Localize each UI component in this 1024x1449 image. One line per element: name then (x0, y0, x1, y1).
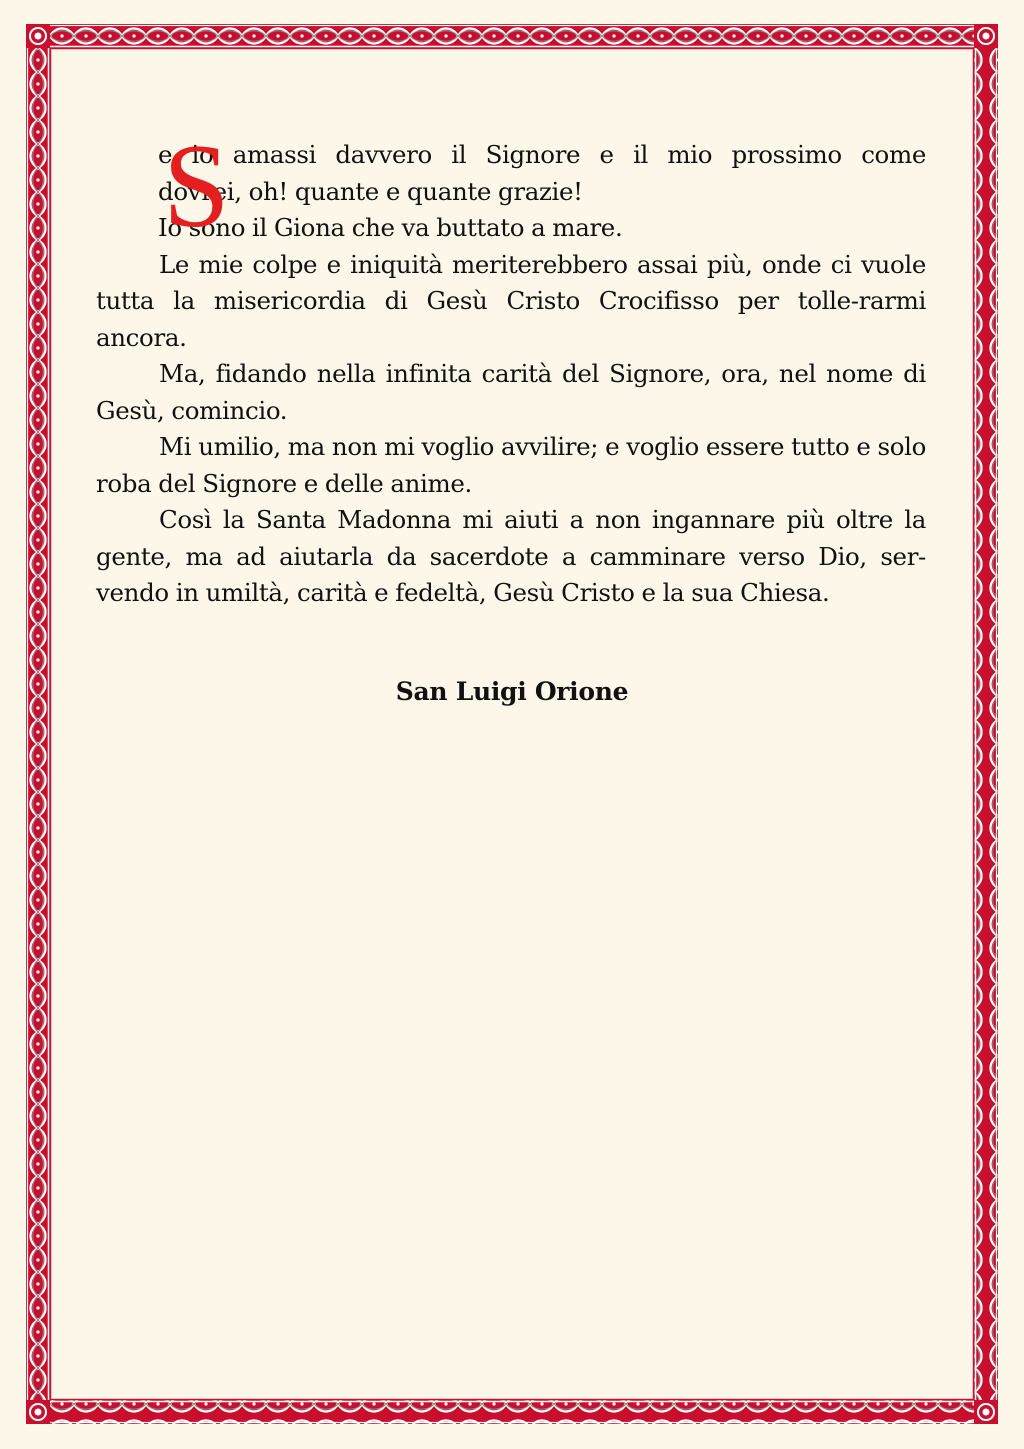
paragraph-1 (96, 119, 926, 252)
author-signature: San Luigi Orione (395, 677, 629, 706)
paragraph-1-line-1: e io amassi davvero il Signore e il mio prossimo come (158, 140, 926, 169)
corner-ornament-top-left (26, 24, 50, 48)
paragraph-1-line-3: Io sono il Giona che va buttato a mare. (158, 213, 623, 242)
paragraph-1-line-2: dovrei, oh! quante e quante grazie! (158, 176, 583, 206)
drop-cap: S (163, 119, 230, 252)
corner-ornament-top-right (974, 24, 998, 48)
paragraph-4: Mi umilio, ma non mi voglio avvilire; e voglio essere tutto e solo roba del Signore e delle anime. (96, 432, 926, 498)
corner-ornament-bottom-left (26, 1400, 50, 1424)
prayer-text (96, 119, 926, 612)
corner-ornament-bottom-right (974, 1400, 998, 1424)
paragraph-5: Così la Santa Madonna mi aiuti a non ingannare più oltre la gente, ma ad aiutarla da sacerdote a camminare verso Dio, ser-vendo in umiltà, carità e fedeltà, Gesù Cristo e la sua Chiesa. (96, 505, 926, 607)
paragraph-2: Le mie colpe e iniquità meriterebbero assai più, onde ci vuole tutta la misericordia di Gesù Cristo Crocifisso per tolle-rarmi ancora. (96, 249, 926, 352)
paragraph-3: Ma, fidando nella infinita carità del Signore, ora, nel nome di Gesù, comincio. (96, 359, 926, 425)
